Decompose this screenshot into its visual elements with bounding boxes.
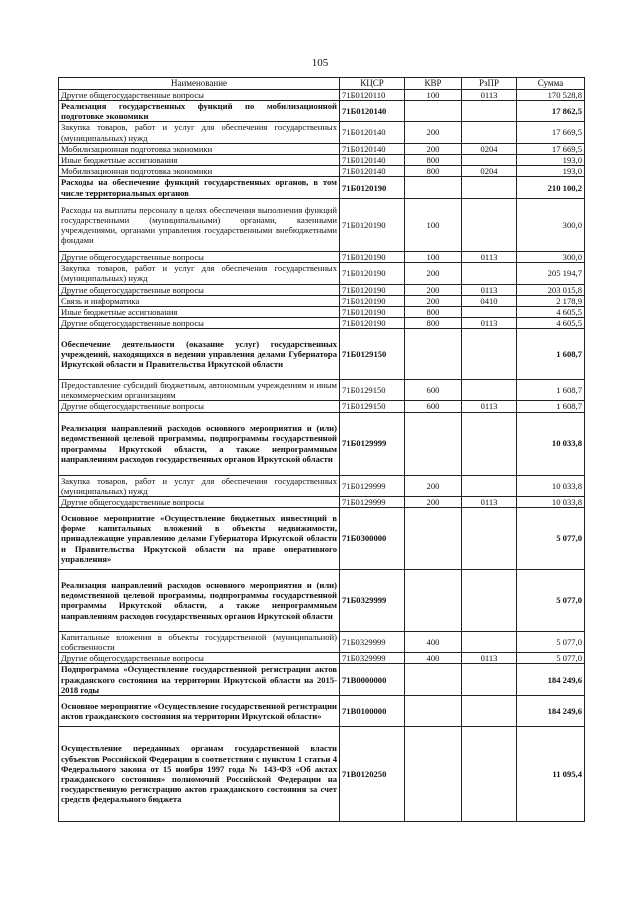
cell-name: Основное мероприятие «Осуществление государственной регистрации актов гражданского состояния на территории Иркутской области»	[59, 695, 340, 726]
cell-rzpr	[462, 631, 517, 652]
header-name: Наименование	[59, 78, 340, 90]
cell-kvr: 200	[405, 122, 462, 143]
cell-name: Предоставление субсидий бюджетным, автономным учреждениям и иным некоммерческим организациям	[59, 380, 340, 401]
cell-kcsr: 71В0000000	[340, 664, 405, 695]
cell-sum: 5 077,0	[517, 653, 585, 664]
cell-rzpr	[462, 101, 517, 122]
cell-name: Закупка товаров, работ и услуг для обеспечения государственных (муниципальных) нужд	[59, 122, 340, 143]
table-row	[59, 569, 585, 631]
cell-kvr: 400	[405, 653, 462, 664]
cell-name: Закупка товаров, работ и услуг для обеспечения государственных (муниципальных) нужд	[59, 263, 340, 284]
cell-rzpr: 0113	[462, 317, 517, 328]
cell-sum: 210 100,2	[517, 177, 585, 199]
cell-kcsr: 71Б0120190	[340, 317, 405, 328]
table-row	[59, 284, 585, 295]
cell-rzpr	[462, 380, 517, 401]
cell-kcsr: 71Б0300000	[340, 507, 405, 569]
cell-name: Подпрограмма «Осуществление государственной регистрации актов гражданского состояния на территории Иркутской области на 2015-2018 годы	[59, 664, 340, 695]
cell-rzpr: 0113	[462, 90, 517, 101]
cell-sum: 11 095,4	[517, 726, 585, 821]
cell-kcsr: 71Б0120140	[340, 143, 405, 154]
cell-name: Мобилизационная подготовка экономики	[59, 165, 340, 176]
table-body	[59, 90, 585, 822]
cell-sum: 5 077,0	[517, 569, 585, 631]
cell-kvr: 600	[405, 401, 462, 412]
cell-rzpr: 0204	[462, 143, 517, 154]
cell-name: Мобилизационная подготовка экономики	[59, 143, 340, 154]
cell-kvr: 800	[405, 165, 462, 176]
cell-rzpr: 0204	[462, 165, 517, 176]
cell-sum: 4 605,5	[517, 306, 585, 317]
cell-rzpr	[462, 199, 517, 252]
table-row	[59, 631, 585, 652]
table-row	[59, 695, 585, 726]
cell-name: Реализация направлений расходов основного мероприятия и (или) ведомственной целевой программы, подпрограммы государственной программы Иркутской области, а также непрограммным направлениям расходов государственных органов Иркутской области	[59, 569, 340, 631]
cell-kvr: 200	[405, 295, 462, 306]
cell-name: Другие общегосударственные вопросы	[59, 284, 340, 295]
cell-name: Другие общегосударственные вопросы	[59, 496, 340, 507]
cell-kcsr: 71Б0120140	[340, 165, 405, 176]
cell-sum: 17 669,5	[517, 143, 585, 154]
table-row	[59, 507, 585, 569]
cell-rzpr: 0113	[462, 401, 517, 412]
table-row	[59, 726, 585, 821]
cell-rzpr	[462, 263, 517, 284]
cell-name: Обеспечение деятельности (оказание услуг) государственных учреждений, находящихся в ведении управления делами Губернатора Иркутской области и Правительства Иркутской области	[59, 329, 340, 380]
cell-name: Закупка товаров, работ и услуг для обеспечения государственных (муниципальных) нужд	[59, 475, 340, 496]
cell-kcsr: 71Б0129150	[340, 380, 405, 401]
cell-name: Реализация государственных функций по мобилизационной подготовке экономики	[59, 101, 340, 122]
cell-rzpr: 0410	[462, 295, 517, 306]
cell-name: Осуществление переданных органам государственной власти субъектов Российской Федерации в соответствии с пунктом 1 статьи 4 Федерального закона от 15 ноября 1997 года № 143-ФЗ «Об актах гражданского состояния» полномочий Российской Федерации на государственную регистрацию актов гражданского состояния за счет средств федерального бюджета	[59, 726, 340, 821]
table-row	[59, 329, 585, 380]
cell-sum: 10 033,8	[517, 475, 585, 496]
cell-kcsr: 71Б0120190	[340, 295, 405, 306]
cell-sum: 10 033,8	[517, 412, 585, 475]
cell-sum: 193,0	[517, 165, 585, 176]
cell-kcsr: 71Б0329999	[340, 569, 405, 631]
cell-sum: 2 178,9	[517, 295, 585, 306]
table-row	[59, 664, 585, 695]
table-row	[59, 252, 585, 263]
table-row	[59, 90, 585, 101]
cell-kcsr: 71Б0120190	[340, 263, 405, 284]
cell-kcsr: 71Б0120140	[340, 122, 405, 143]
cell-kcsr: 71Б0120190	[340, 284, 405, 295]
cell-kcsr: 71Б0120190	[340, 177, 405, 199]
cell-rzpr	[462, 412, 517, 475]
cell-kvr	[405, 695, 462, 726]
cell-kvr	[405, 177, 462, 199]
cell-name: Расходы на обеспечение функций государственных органов, в том числе территориальных органов	[59, 177, 340, 199]
cell-rzpr: 0113	[462, 653, 517, 664]
cell-kcsr: 71Б0129999	[340, 475, 405, 496]
cell-sum: 300,0	[517, 252, 585, 263]
cell-name: Иные бюджетные ассигнования	[59, 306, 340, 317]
cell-name: Основное мероприятие «Осуществление бюджетных инвестиций в форме капитальных вложений в объекты недвижимости, принадлежащие управлению делами Губернатора Иркутской области и Правительства Иркутской области на праве оперативного управления»	[59, 507, 340, 569]
cell-kcsr: 71Б0120190	[340, 306, 405, 317]
table-row	[59, 101, 585, 122]
cell-kvr: 100	[405, 252, 462, 263]
cell-kvr: 200	[405, 496, 462, 507]
table-row	[59, 317, 585, 328]
cell-rzpr	[462, 569, 517, 631]
cell-name: Расходы на выплаты персоналу в целях обеспечения выполнения функций государственными (муниципальными) органами, казенными учреждениями, органами управления государственными внебюджетными фондами	[59, 199, 340, 252]
cell-name: Другие общегосударственные вопросы	[59, 653, 340, 664]
table-row	[59, 143, 585, 154]
cell-sum: 1 608,7	[517, 329, 585, 380]
cell-kcsr: 71Б0129999	[340, 496, 405, 507]
table-row	[59, 380, 585, 401]
cell-rzpr	[462, 177, 517, 199]
cell-name: Другие общегосударственные вопросы	[59, 90, 340, 101]
cell-rzpr	[462, 122, 517, 143]
table-row	[59, 295, 585, 306]
table-row	[59, 177, 585, 199]
cell-name: Другие общегосударственные вопросы	[59, 317, 340, 328]
cell-sum: 5 077,0	[517, 631, 585, 652]
cell-sum: 300,0	[517, 199, 585, 252]
header-sum: Сумма	[517, 78, 585, 90]
cell-rzpr	[462, 726, 517, 821]
cell-rzpr: 0113	[462, 496, 517, 507]
cell-sum: 203 015,8	[517, 284, 585, 295]
cell-name: Связь и информатика	[59, 295, 340, 306]
cell-kvr: 800	[405, 317, 462, 328]
cell-rzpr	[462, 507, 517, 569]
cell-sum: 10 033,8	[517, 496, 585, 507]
header-kcsr: КЦСР	[340, 78, 405, 90]
table-row	[59, 165, 585, 176]
cell-sum: 17 669,5	[517, 122, 585, 143]
cell-kvr: 800	[405, 306, 462, 317]
cell-sum: 4 605,5	[517, 317, 585, 328]
cell-kcsr: 71Б0129150	[340, 401, 405, 412]
cell-kvr	[405, 507, 462, 569]
cell-kvr: 200	[405, 143, 462, 154]
cell-kvr: 800	[405, 154, 462, 165]
cell-sum: 1 608,7	[517, 401, 585, 412]
table-row	[59, 154, 585, 165]
cell-name: Другие общегосударственные вопросы	[59, 252, 340, 263]
cell-name: Реализация направлений расходов основного мероприятия и (или) ведомственной целевой программы, подпрограммы государственной программы Иркутской области, а также непрограммным направлениям расходов государственных органов Иркутской области	[59, 412, 340, 475]
table-row	[59, 199, 585, 252]
cell-sum: 184 249,6	[517, 664, 585, 695]
table-row	[59, 496, 585, 507]
page-number: 105	[311, 57, 329, 69]
cell-rzpr: 0113	[462, 252, 517, 263]
cell-rzpr	[462, 329, 517, 380]
table-row	[59, 122, 585, 143]
table-row	[59, 475, 585, 496]
cell-sum: 1 608,7	[517, 380, 585, 401]
cell-rzpr	[462, 475, 517, 496]
cell-kcsr: 71В0100000	[340, 695, 405, 726]
cell-kcsr: 71Б0329999	[340, 653, 405, 664]
cell-kcsr: 71Б0329999	[340, 631, 405, 652]
cell-sum: 205 194,7	[517, 263, 585, 284]
cell-kvr	[405, 412, 462, 475]
cell-name: Иные бюджетные ассигнования	[59, 154, 340, 165]
cell-kcsr: 71Б0120140	[340, 154, 405, 165]
cell-sum: 193,0	[517, 154, 585, 165]
cell-kvr: 600	[405, 380, 462, 401]
cell-rzpr: 0113	[462, 284, 517, 295]
budget-table	[58, 77, 585, 822]
cell-kvr	[405, 101, 462, 122]
cell-kvr: 200	[405, 284, 462, 295]
table-header-row	[59, 78, 585, 90]
cell-kcsr: 71В0120250	[340, 726, 405, 821]
cell-kcsr: 71Б0120140	[340, 101, 405, 122]
cell-kcsr: 71Б0120190	[340, 252, 405, 263]
cell-kcsr: 71Б0129150	[340, 329, 405, 380]
table-row	[59, 306, 585, 317]
cell-kvr	[405, 726, 462, 821]
cell-kvr	[405, 569, 462, 631]
cell-rzpr	[462, 154, 517, 165]
cell-name: Капитальные вложения в объекты государственной (муниципальной) собственности	[59, 631, 340, 652]
table-row	[59, 653, 585, 664]
cell-rzpr	[462, 306, 517, 317]
cell-sum: 170 528,8	[517, 90, 585, 101]
table-row	[59, 401, 585, 412]
cell-sum: 5 077,0	[517, 507, 585, 569]
cell-kvr: 100	[405, 90, 462, 101]
cell-sum: 184 249,6	[517, 695, 585, 726]
table-row	[59, 412, 585, 475]
cell-kvr: 100	[405, 199, 462, 252]
cell-rzpr	[462, 695, 517, 726]
header-rzpr: РзПР	[462, 78, 517, 90]
header-kvr: КВР	[405, 78, 462, 90]
cell-kvr	[405, 664, 462, 695]
cell-kcsr: 71Б0129999	[340, 412, 405, 475]
cell-kvr: 200	[405, 263, 462, 284]
cell-kvr	[405, 329, 462, 380]
cell-sum: 17 862,5	[517, 101, 585, 122]
cell-kcsr: 71Б0120190	[340, 199, 405, 252]
cell-name: Другие общегосударственные вопросы	[59, 401, 340, 412]
cell-kvr: 200	[405, 475, 462, 496]
cell-kcsr: 71Б0120110	[340, 90, 405, 101]
cell-kvr: 400	[405, 631, 462, 652]
table-row	[59, 263, 585, 284]
cell-rzpr	[462, 664, 517, 695]
